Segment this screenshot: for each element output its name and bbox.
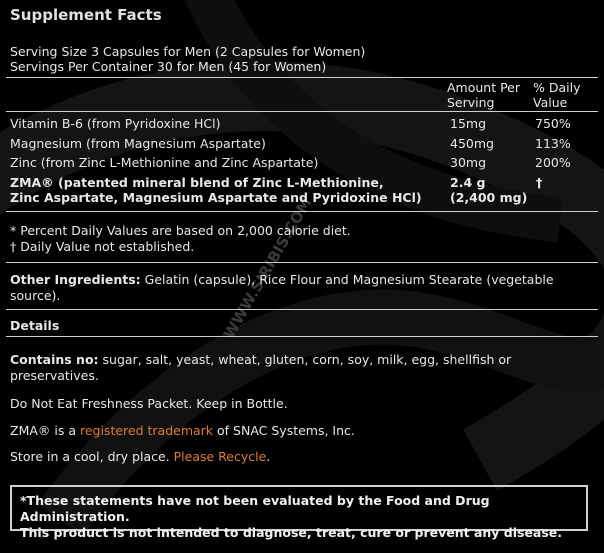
freshness-note: Do Not Eat Freshness Packet. Keep in Bottle. xyxy=(10,396,288,411)
fda-disclaimer-line-1: *These statements have not been evaluated by the Food and Drug Administration. xyxy=(20,493,490,524)
divider-bottom xyxy=(6,211,598,212)
contains-no xyxy=(10,352,595,384)
nutrient-amount: 30mg xyxy=(450,155,487,170)
nutrient-amount: 15mg xyxy=(450,116,487,131)
please-recycle-link[interactable]: Please Recycle xyxy=(173,449,267,464)
servings-per-container: Servings Per Container 30 for Men (45 for Women) xyxy=(10,59,327,74)
divider-ingredients xyxy=(6,309,598,310)
details-heading: Details xyxy=(10,318,60,333)
nutrient-daily-value: 200% xyxy=(535,155,571,170)
blend-name: ZMA® (patented mineral blend of Zinc L-Methionine, Zinc Aspartate, Magnesium Aspartate and Pyridoxine HCl) xyxy=(10,175,422,205)
fda-disclaimer-line-2: This product is not intended to diagnose, treat, cure or prevent any disease. xyxy=(20,525,563,540)
other-ingredients xyxy=(10,272,595,304)
nutrient-name: Magnesium (from Magnesium Aspartate) xyxy=(10,136,266,151)
amount-column-header: Amount Per Serving xyxy=(447,80,521,110)
nutrient-amount: 450mg xyxy=(450,136,494,151)
nutrient-name: Vitamin B-6 (from Pyridoxine HCl) xyxy=(10,116,221,131)
nutrient-daily-value: 750% xyxy=(535,116,571,131)
other-ingredients-text: Gelatin (capsule), Rice Flour and Magnesium Stearate (vegetable source). xyxy=(10,272,554,303)
footnotes xyxy=(10,223,351,255)
fda-disclaimer-box xyxy=(10,485,588,540)
divider-top xyxy=(6,77,598,78)
divider-details xyxy=(6,336,598,337)
storage-note: Store in a cool, dry place. Please Recycle. xyxy=(10,449,271,464)
blend-amount: 2.4 g (2,400 mg) xyxy=(450,175,528,205)
page-title: Supplement Facts xyxy=(10,6,162,24)
serving-size: Serving Size 3 Capsules for Men (2 Capsules for Women) xyxy=(10,44,366,59)
blend-daily-value: † xyxy=(536,175,543,190)
trademark-note: ZMA® is a registered trademark of SNAC Systems, Inc. xyxy=(10,423,355,438)
contains-no-text: sugar, salt, yeast, wheat, gluten, corn, soy, milk, egg, shellfish or preservatives. xyxy=(10,352,512,383)
divider-header xyxy=(6,111,598,112)
other-ingredients-label: Other Ingredients: xyxy=(10,272,141,287)
serving-info xyxy=(10,44,365,74)
percent-footnote: * Percent Daily Values are based on 2,000 calorie diet. xyxy=(10,223,351,238)
watermark-text: WWW.SIRIBIS.COM xyxy=(219,194,316,342)
registered-trademark-link[interactable]: registered trademark xyxy=(79,423,214,438)
nutrient-daily-value: 113% xyxy=(535,136,571,151)
contains-no-label: Contains no: xyxy=(10,352,99,367)
nutrient-name: Zinc (from Zinc L-Methionine and Zinc Aspartate) xyxy=(10,155,319,170)
daily-value-column-header: % Daily Value xyxy=(533,80,581,110)
divider-notes xyxy=(6,262,598,263)
dagger-footnote: † Daily Value not established. xyxy=(10,239,195,254)
